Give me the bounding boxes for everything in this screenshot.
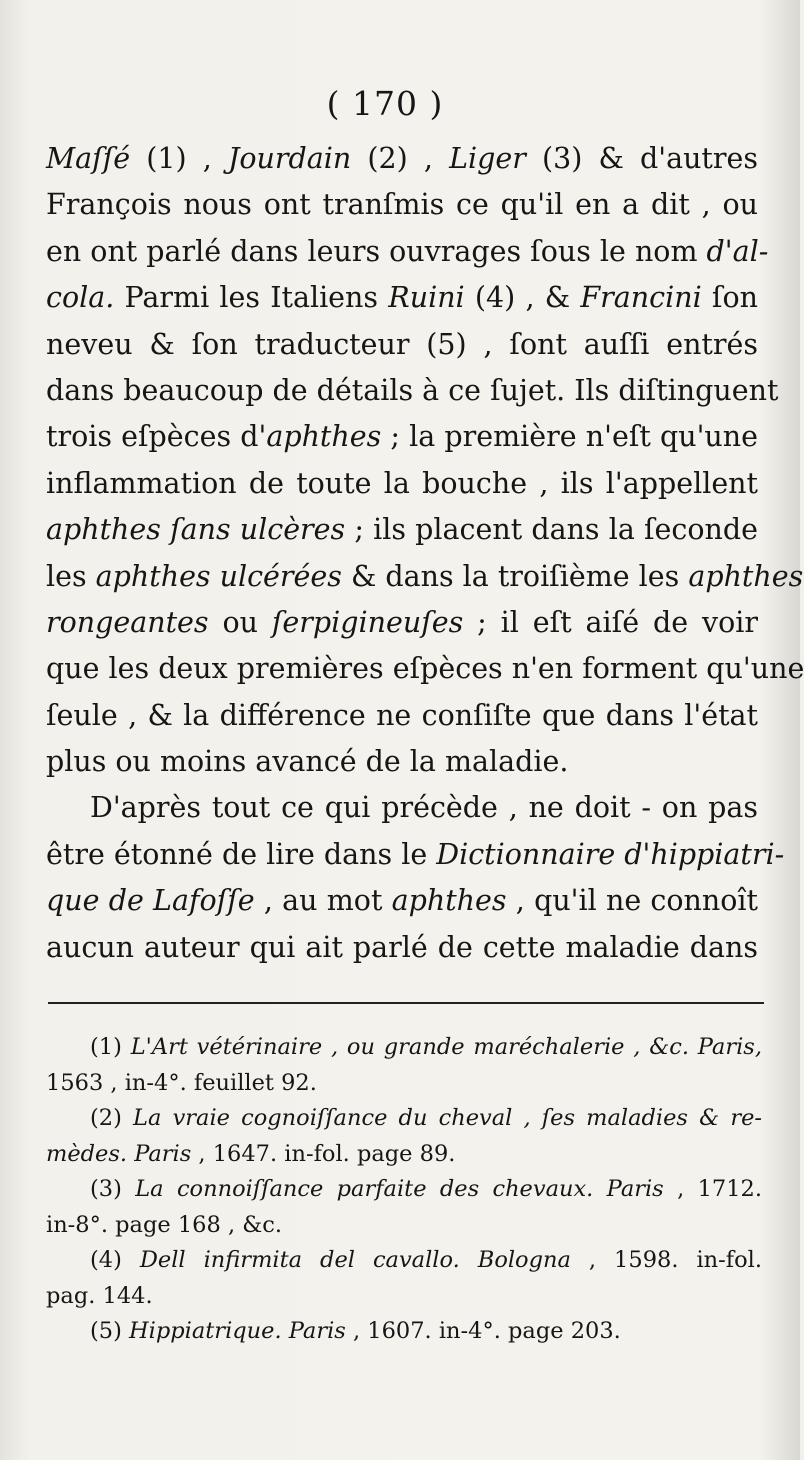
text-run: ; il eſt aiſé de voir [463, 605, 758, 639]
text-run: , qu'il ne connoît [506, 884, 758, 918]
main-text [46, 136, 804, 971]
term: aphthes [688, 559, 804, 593]
text-run: être étonné de lire dans le [46, 837, 437, 871]
text-line: ſeule , & la différence ne conſiſte que dans l'état [46, 698, 758, 732]
term: ſerpigineuſes [271, 605, 464, 639]
text-line: D'après tout ce qui précède , ne doit - on pas [90, 791, 758, 825]
footnotes [46, 1030, 762, 1350]
text-line [46, 136, 758, 182]
footnote-text: , 1598. in-fol. [570, 1247, 762, 1273]
footnote-text: , 1712. [663, 1176, 762, 1202]
footnote-title: La vraie cognoiſſance du cheval , ſes maladies & re- [133, 1105, 762, 1131]
footnote-line: pag. 144. [46, 1282, 153, 1309]
text-run: & dans la troiſième les [341, 559, 689, 593]
text-run: ou [208, 605, 272, 639]
footnote-line [46, 1030, 762, 1066]
footnote-line [46, 1243, 762, 1279]
author-name: Jourdain [227, 142, 352, 175]
footnote-line [46, 1137, 762, 1173]
term: aphthes ulcérées [95, 559, 342, 593]
footnote-number: (1) [90, 1034, 131, 1060]
text-line [46, 878, 758, 924]
footnote-line [46, 1172, 762, 1208]
footnote-title: Dell infirmita del cavallo. Bologna [139, 1247, 571, 1273]
author-name: Maſſé [46, 142, 131, 175]
text-line [46, 554, 804, 600]
footnote-title: L'Art vétérinaire , ou grande maréchalerie , &c. Paris, [130, 1034, 762, 1060]
text-run: (2) , [351, 142, 450, 175]
term: aphthes [266, 420, 382, 454]
term: cola. [46, 281, 115, 315]
term: d'al- [706, 234, 769, 268]
text-run: en ont parlé dans leurs ouvrages ſous le nom [46, 234, 707, 268]
footnote-line [46, 1314, 762, 1350]
term: rongeantes [46, 605, 209, 639]
author-name: Liger [449, 142, 526, 175]
text-line [46, 832, 785, 878]
text-line: aucun auteur qui ait parlé de cette maladie dans [46, 930, 758, 964]
text-run: (1) , [130, 142, 228, 175]
text-run: , au mot [254, 884, 392, 918]
text-run: ſon [701, 281, 758, 315]
text-line: neveu & ſon traducteur (5) , ſont auſſi entrés [46, 327, 758, 361]
footnote-title: La connoiſſance parfaite des chevaux. Paris [135, 1176, 664, 1202]
footnote-number: (2) [90, 1105, 134, 1131]
footnote-number: (4) [90, 1247, 140, 1273]
footnote-line: in-8°. page 168 , &c. [46, 1211, 283, 1238]
text-run: trois eſpèces d' [46, 420, 267, 454]
footnote-number: (3) [90, 1176, 136, 1202]
footnote-text: , 1647. in-fol. page 89. [191, 1140, 456, 1167]
text-run: Parmi les Italiens [114, 281, 389, 315]
text-line: inflammation de toute la bouche , ils l'appellent [46, 466, 758, 500]
text-line: dans beaucoup de détails à ce ſujet. Ils diſtinguent [46, 373, 779, 407]
author-name: Francini [580, 281, 702, 315]
footnote-divider [48, 1002, 764, 1004]
text-line: que les deux premières eſpèces n'en forment qu'une [46, 652, 804, 686]
footnote-title: mèdes. Paris [46, 1140, 192, 1167]
footnote-number: (5) [90, 1318, 130, 1344]
text-line [46, 600, 758, 646]
text-line [46, 275, 758, 321]
footnote-title: Hippiatrique. Paris [129, 1318, 346, 1344]
footnote-line [46, 1101, 762, 1137]
text-line [46, 229, 769, 275]
author-name: Ruini [388, 281, 465, 315]
text-run: (4) , & [464, 281, 581, 315]
text-run: les [46, 559, 96, 593]
text-run: ; ils placent dans la ſeconde [345, 513, 759, 547]
page-number: ( 170 ) [326, 84, 444, 123]
text-run: ; la première n'eſt qu'une [381, 420, 758, 454]
footnote-text: , 1607. in-4°. page 203. [345, 1318, 621, 1344]
book-title: que de Lafoſſe [46, 884, 255, 918]
term: aphthes ſans ulcères [46, 513, 346, 547]
text-line [46, 414, 758, 460]
footnote-line: 1563 , in-4°. feuillet 92. [46, 1069, 317, 1096]
text-line [46, 507, 758, 553]
text-run: (3) & d'autres [525, 142, 758, 175]
book-title: Dictionnaire d'hippiatri- [436, 837, 785, 871]
term: aphthes [391, 884, 507, 918]
text-line: François nous ont tranſmis ce qu'il en a dit , ou [46, 188, 758, 222]
text-line: plus ou moins avancé de la maladie. [46, 745, 569, 779]
